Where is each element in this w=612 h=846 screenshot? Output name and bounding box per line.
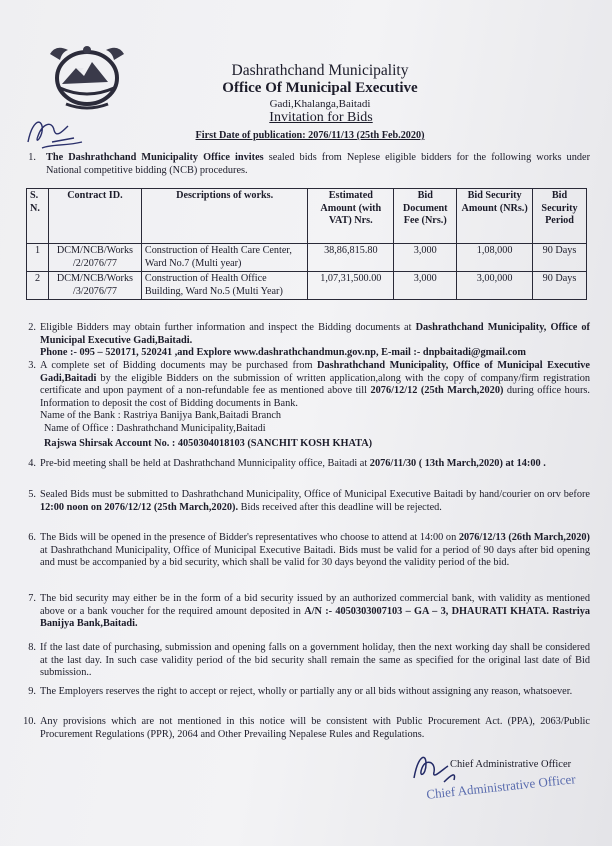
col-description: Descriptions of works. (141, 189, 307, 244)
cell-document-fee: 3,000 (394, 244, 457, 272)
account-line: Rajswa Shirsak Account No. : 4050304018103 (SANCHIT KOSH KHATA) (44, 437, 373, 449)
clause-8: 8. If the last date of purchasing, submission and opening falls on a government holiday, then the next working day shall be considered at the last day. In such case validity period of the bid security shall remain the same as specified for the original last date of Bid submission.. (28, 642, 590, 679)
table-row (27, 272, 587, 300)
office-line: Name of Office : Dashrathchand Municipality,Baitadi (44, 422, 266, 434)
notice-title: Invitation for Bids (269, 110, 373, 125)
cell-security-period: 90 Days (533, 272, 587, 300)
left-signature-icon (22, 112, 92, 152)
cell-document-fee: 3,000 (394, 272, 457, 300)
bid-table (26, 188, 587, 300)
bank-name: Name of the Bank : Rastriya Banijya Bank,Baitadi Branch (40, 410, 282, 422)
clause-2: 2. Eligible Bidders may obtain further information and inspect the Bidding documents at Dashrathchand Municipality, Office of Municipal Executive Gadi,Baitadi. Phone :- 095 – 520171, 520241 ,and Explore www.dashrathchandmun.gov.np, E-mail :- dnpbaitadi@gmail.com (28, 322, 590, 359)
clause-7: 7. The bid security may either be in the form of a bid security issued by an authorized commercial bank, with validity as mentioned above or a bank voucher for the required amount deposited in A/N :- 4050303007103 – GA – 3, DHAURATI KHATA. Rastriya Banijya Bank,Baitadi. (28, 593, 590, 630)
clause-9: 9. The Employers reserves the right to accept or reject, wholly or partially any or all bids without assigning any reason, whatsoever. (28, 686, 573, 697)
cell-security-period: 90 Days (533, 244, 587, 272)
clause-10: 10. Any provisions which are not mentioned in this notice will be consistent with Public Procurement Act. (PPA), 2063/Public Procurement Regulations (PPR), 2064 and Other Prevailing Nepalese Rules and Regulations. (23, 716, 590, 740)
cell-contract-id: DCM/NCB/Works /3/2076/77 (48, 272, 141, 300)
office-name: Office Of Municipal Executive (222, 80, 418, 96)
cell-description: Construction of Health Office Building, Ward No.5 (Multi Year) (141, 272, 307, 300)
office-address: Gadi,Khalanga,Baitadi (269, 98, 371, 110)
clause-6: 6. The Bids will be opened in the presence of Bidder's representatives who choose to attend at 14:00 on 2076/12/13 (26th March,2020) at Dashrathchand Municipality, Office of Municipal Executive Baitadi. Bids must be valid for a period of 90 days after bid opening and must be accompanied by a bid security, which shall be valid for 30 days beyond the validity period of the bid. (28, 532, 590, 569)
contact-line: Phone :- 095 – 520171, 520241 ,and Explore www.dashrathchandmun.gov.np, E-mail :- dnpbaitadi@gmail.com (40, 347, 526, 359)
cell-estimated-amount: 1,07,31,500.00 (308, 272, 394, 300)
col-document-fee: Bid Document Fee (Nrs.) (394, 189, 457, 244)
cell-sn: 1 (27, 244, 49, 272)
cell-estimated-amount: 38,86,815.80 (308, 244, 394, 272)
col-contract-id: Contract ID. (48, 189, 141, 244)
cell-security-amount: 3,00,000 (457, 272, 533, 300)
col-estimated-amount: Estimated Amount (with VAT) Nrs. (308, 189, 394, 244)
clause-5: 5. Sealed Bids must be submitted to Dashrathchand Municipality, Office of Municipal Executive Baitadi by hand/courier on orv before 12:00 noon on 2076/12/12 (25th March,2020). Bids received after this deadline will be rejected. (28, 489, 590, 513)
clause-3: 3. A complete set of Bidding documents may be purchased from Dashrathchand Municipality, Office of Municipal Executive Gadi,Baitadi by the eligible Bidders on the submission of written application,along with the copy of company/firm registration certificate and upon payment of a non-refundable fee as mentioned above till 2076/12/12 (25th March,2020) during office hours. Information to deposit the cost of Bidding documents in Bank. Name of the Bank : Rastriya Banijya Bank,Baitadi Branch Name of Office : Dashrathchand Municipality,Baitadi Rajswa Shirsak Account No. : 4050304018103 (SANCHIT KOSH KHATA) (28, 360, 591, 449)
cell-sn: 2 (27, 272, 49, 300)
municipality-name: Dashrathchand Municipality (231, 62, 409, 79)
table-header-row (27, 189, 587, 244)
publication-date: First Date of publication: 2076/11/13 (25th Feb.2020) (195, 130, 425, 141)
cell-contract-id: DCM/NCB/Works /2/2076/77 (48, 244, 141, 272)
signatory-title: Chief Administrative Officer (450, 759, 572, 770)
municipality-emblem-icon (46, 42, 128, 112)
col-security-period: Bid Security Period (533, 189, 587, 244)
col-security-amount: Bid Security Amount (NRs.) (457, 189, 533, 244)
cell-security-amount: 1,08,000 (457, 244, 533, 272)
cell-description: Construction of Health Care Center, Ward No.7 (Multi year) (141, 244, 307, 272)
clause-1: 1. The Dashrathchand Municipality Office invites sealed bids from Neplese eligible bidders for the following works under National competitive bidding (NCB) procedures. (28, 152, 590, 176)
table-row (27, 244, 587, 272)
clause-4: 4. Pre-bid meeting shall be held at Dashrathchand Munnicipality office, Baitadi at 2076/11/30 ( 13th March,2020) at 14:00 . (28, 458, 546, 469)
col-sn: S. N. (27, 189, 49, 244)
official-stamp: Chief Administrative Officer (425, 771, 577, 802)
